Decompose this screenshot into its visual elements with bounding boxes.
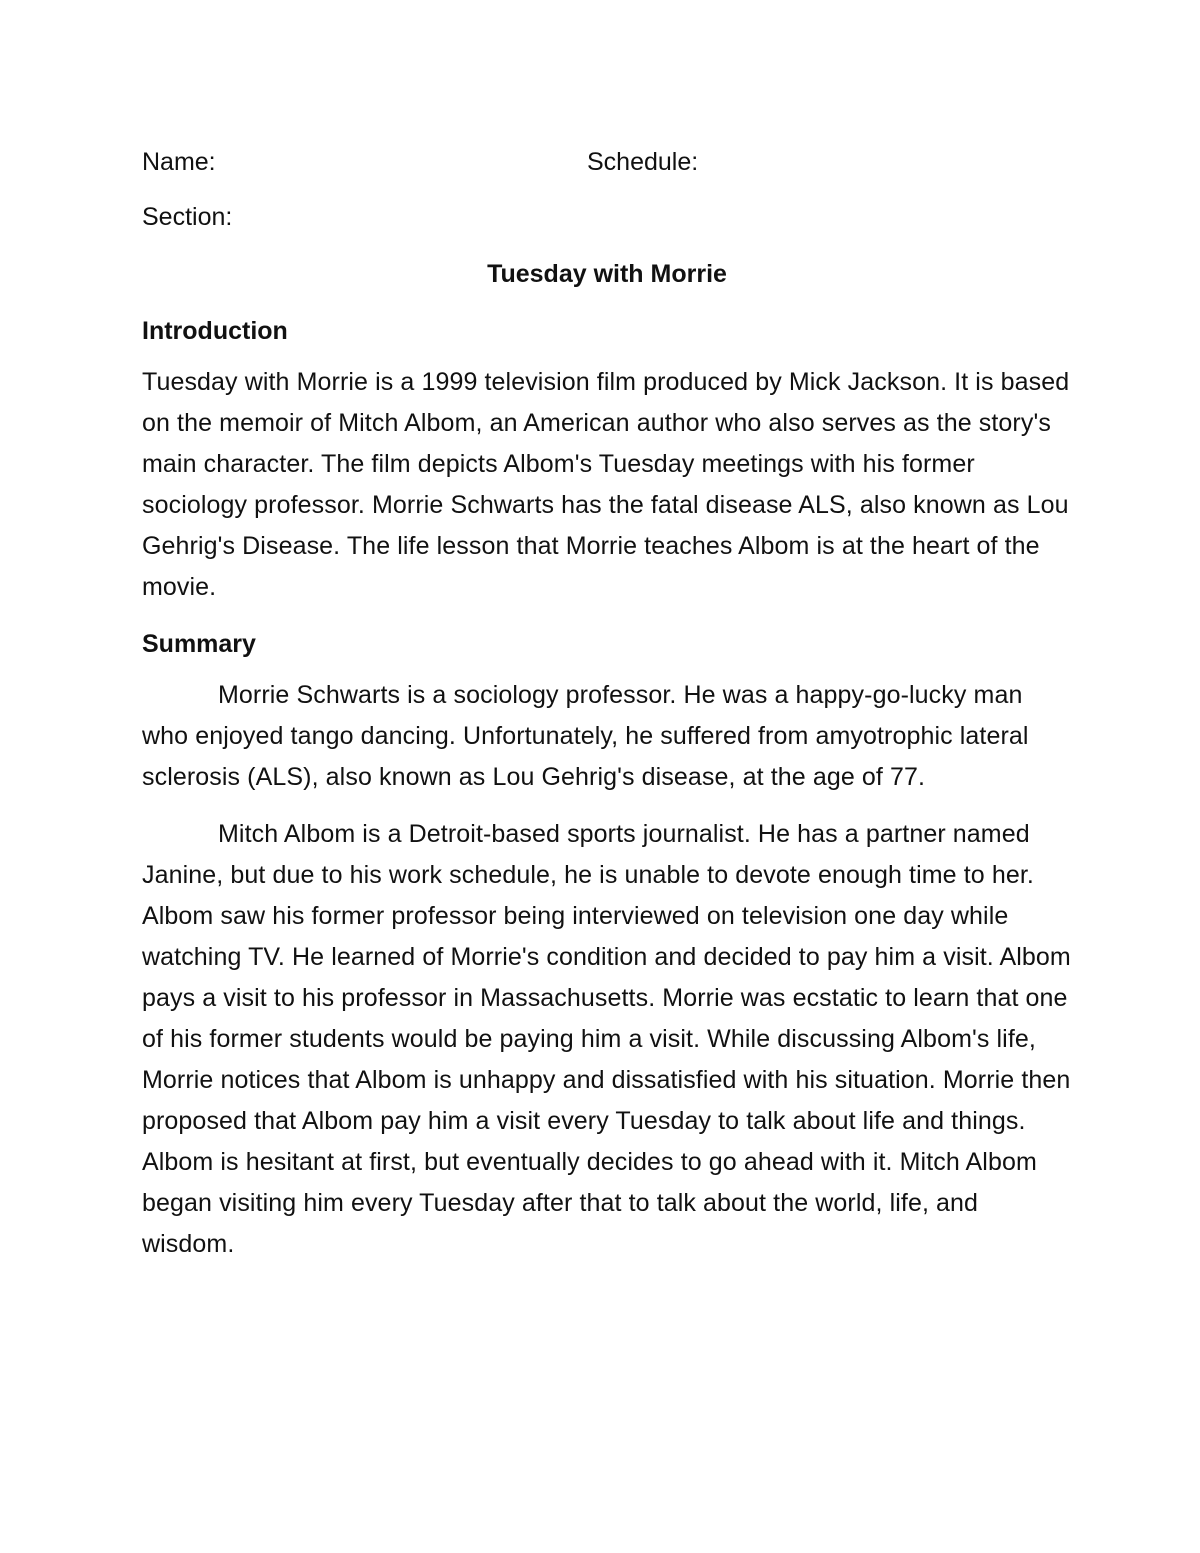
- schedule-label: Schedule:: [587, 148, 699, 176]
- introduction-heading: Introduction: [142, 317, 288, 345]
- document-body: [142, 142, 1072, 1281]
- document-title: Tuesday with Morrie: [487, 260, 727, 288]
- section-label: Section:: [142, 203, 233, 231]
- name-label: Name:: [142, 148, 216, 176]
- summary-paragraph-1: Morrie Schwarts is a sociology professor. He was a happy-go-lucky man who enjoyed tango dancing. Unfortunately, he suffered from amyotrophic lateral sclerosis (ALS), also known as Lou Gehrig's disease, at the age of 77.: [142, 681, 1029, 791]
- introduction-paragraph: Tuesday with Morrie is a 1999 television film produced by Mick Jackson. It is based on the memoir of Mitch Albom, an American author who also serves as the story's main character. The film depicts Albom's Tuesday meetings with his former sociology professor. Morrie Schwarts has the fatal disease ALS, also known as Lou Gehrig's Disease. The life lesson that Morrie teaches Albom is at the heart of the movie.: [142, 368, 1070, 601]
- summary-heading: Summary: [142, 630, 256, 658]
- student-info-row: [142, 142, 1072, 183]
- summary-paragraph-2: Mitch Albom is a Detroit-based sports journalist. He has a partner named Janine, but due to his work schedule, he is unable to devote enough time to her. Albom saw his former professor being interviewed on television one day while watching TV. He learned of Morrie's condition and decided to pay him a visit. Albom pays a visit to his professor in Massachusetts. Morrie was ecstatic to learn that one of his former students would be paying him a visit. While discussing Albom's life, Morrie notices that Albom is unhappy and dissatisfied with his situation. Morrie then proposed that Albom pay him a visit every Tuesday to talk about life and things. Albom is hesitant at first, but eventually decides to go ahead with it. Mitch Albom began visiting him every Tuesday after that to talk about the world, life, and wisdom.: [142, 820, 1071, 1258]
